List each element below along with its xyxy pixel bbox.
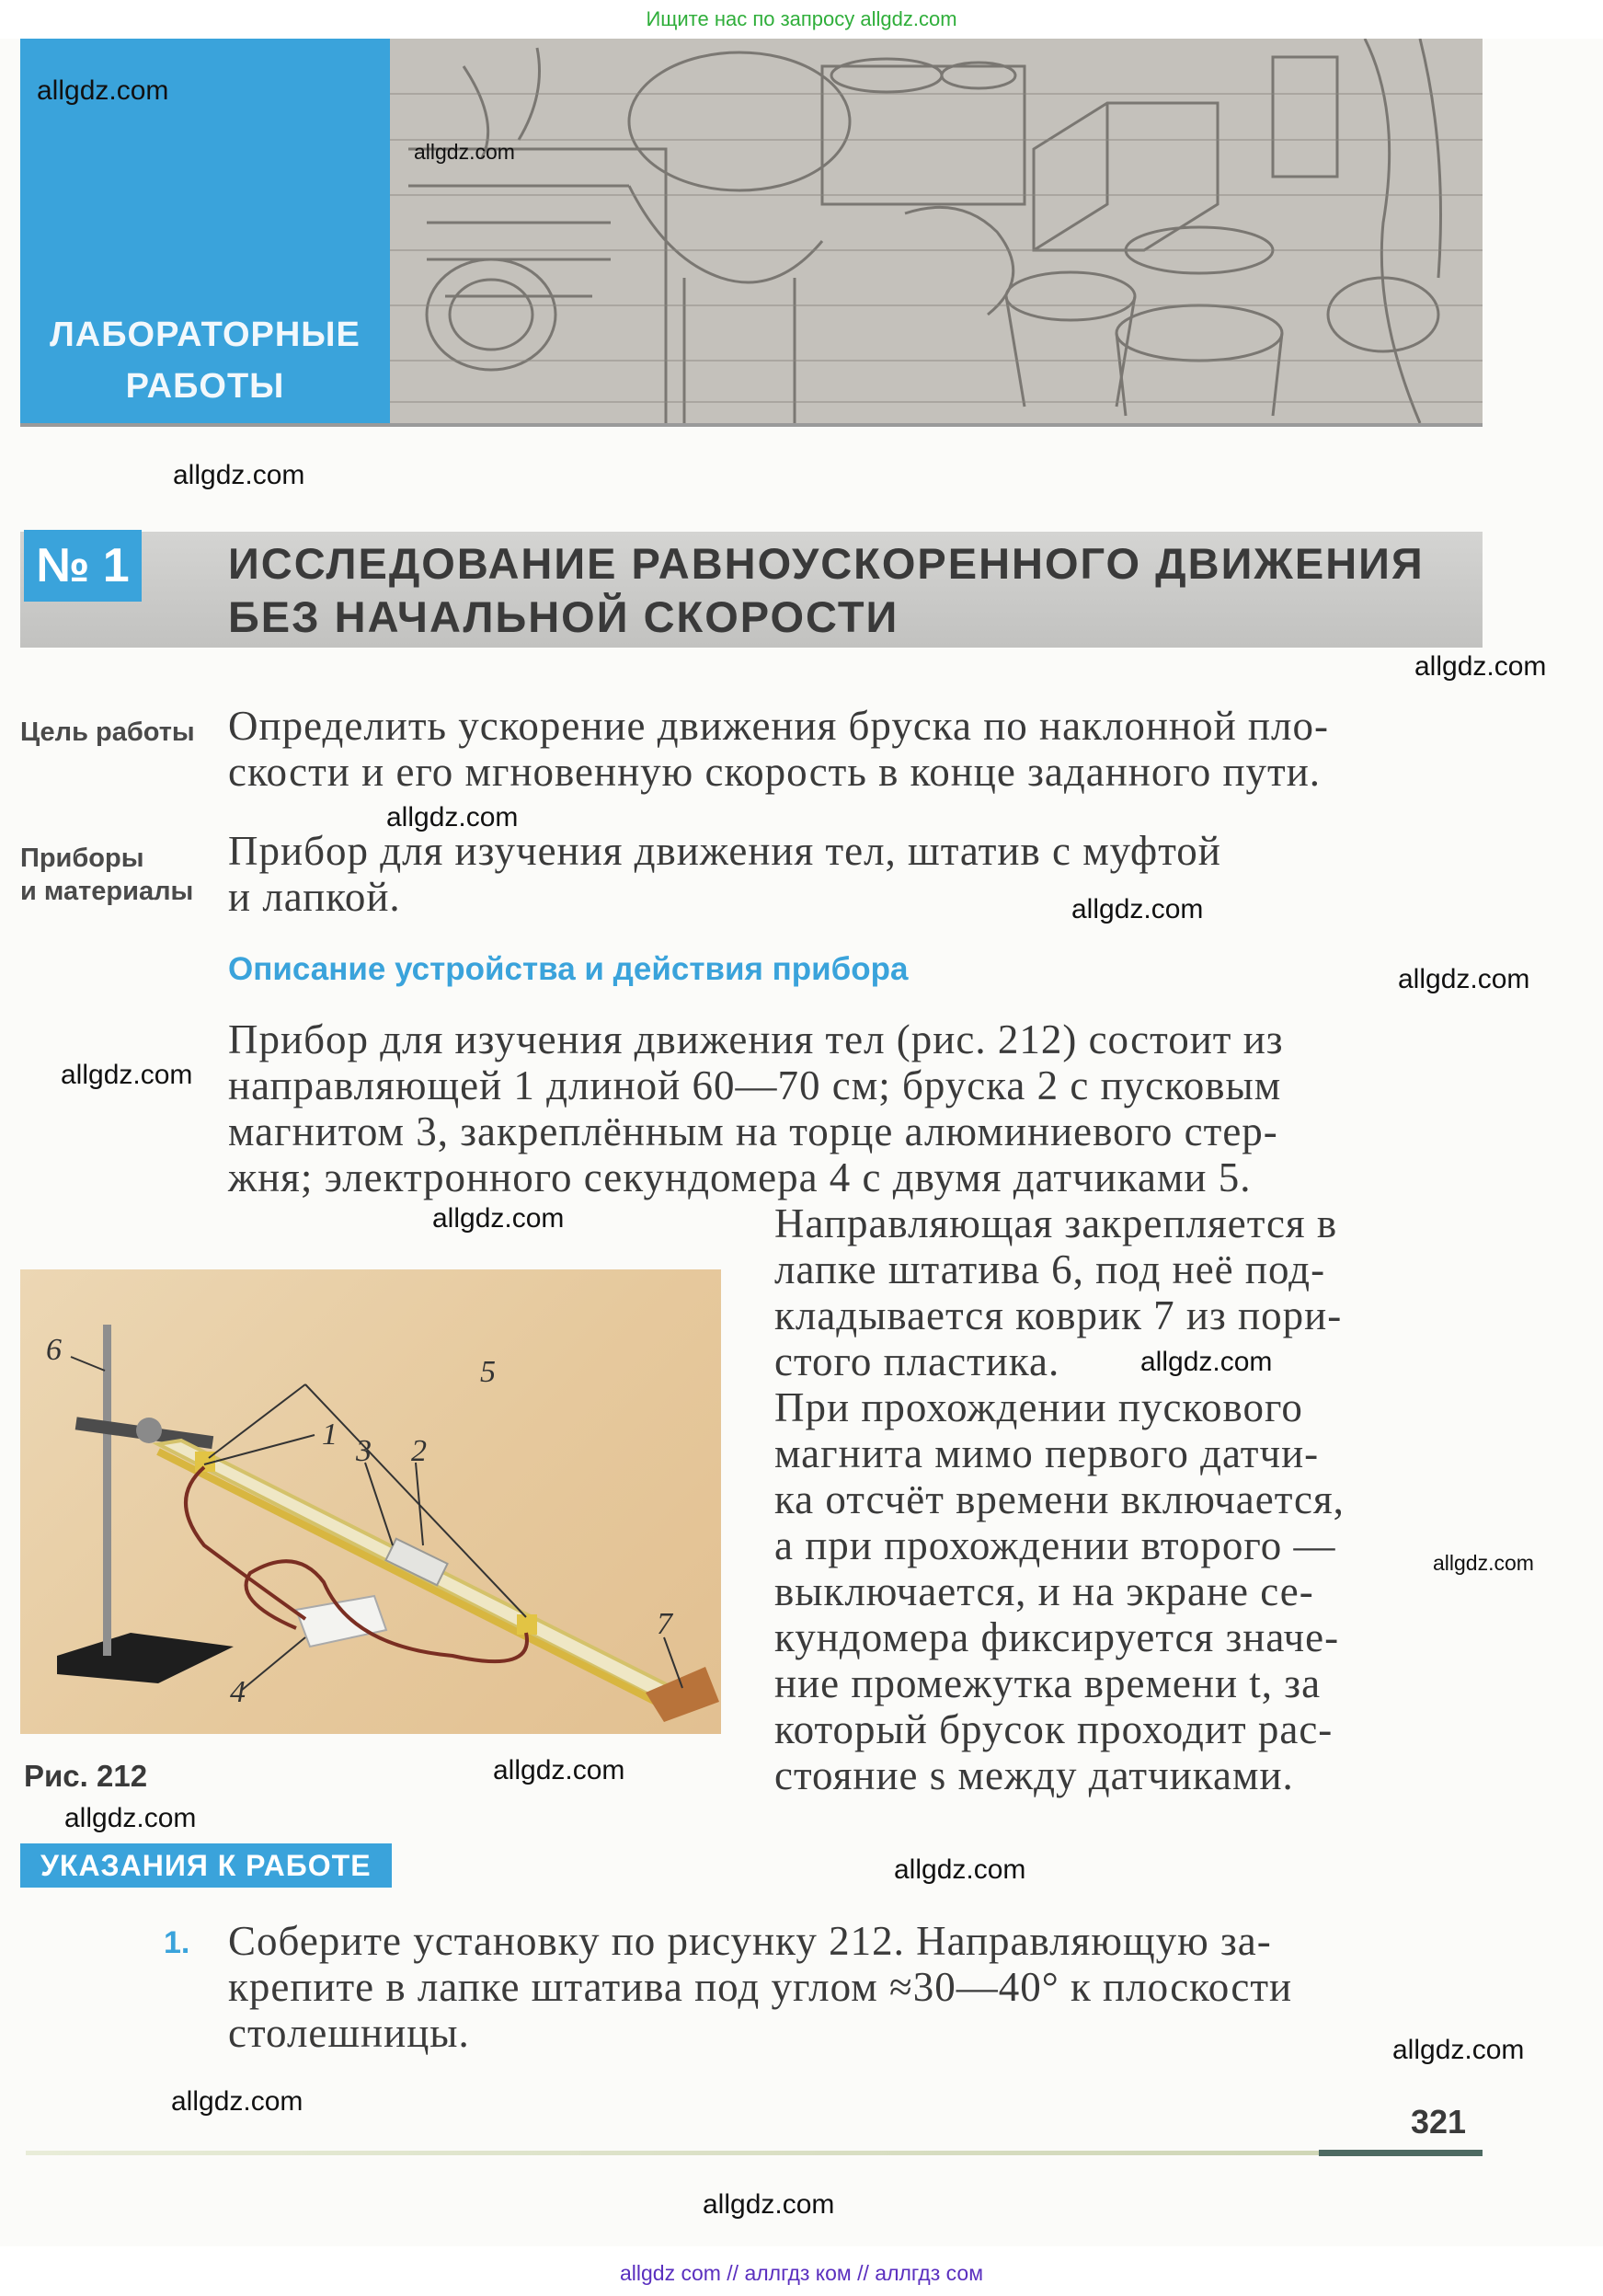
section-title <box>20 309 390 412</box>
watermark: allgdz.com <box>1433 1551 1534 1575</box>
description-side-line: выключается, и на экране се- <box>774 1568 1314 1614</box>
goal-label: Цель работы <box>20 718 195 747</box>
watermark: allgdz.com <box>1071 894 1204 924</box>
foam-mat <box>646 1667 719 1722</box>
stand-base <box>57 1633 234 1683</box>
description-side-line: Направляющая закрепляется в <box>774 1200 1338 1246</box>
section-title-line2: РАБОТЫ <box>125 367 285 406</box>
watermark: allgdz.com <box>1392 2035 1525 2065</box>
watermark: allgdz.com <box>61 1060 193 1090</box>
description-line: направляющей 1 длиной 60—70 см; бруска 2 с пусковым <box>228 1062 1282 1108</box>
watermark: allgdz.com <box>703 2189 835 2220</box>
description-heading: Описание устройства и действия прибора <box>228 951 909 987</box>
figure-label-5: 5 <box>480 1355 496 1389</box>
description-line: Прибор для изучения движения тел (рис. 212) состоит из <box>228 1016 1284 1062</box>
watermark: allgdz.com <box>64 1803 197 1833</box>
stand-rod <box>103 1325 111 1656</box>
footer-rule-accent <box>1319 2150 1483 2156</box>
goal-line: Определить ускорение движения бруска по наклонной пло- <box>228 703 1329 749</box>
lab-title-line2: БЕЗ НАЧАЛЬНОЙ СКОРОСТИ <box>228 592 899 641</box>
materials-text <box>228 828 1481 920</box>
materials-label-line2: и материалы <box>20 877 194 906</box>
materials-line: Прибор для изучения движения тел, штатив с муфтой <box>228 828 1221 874</box>
step-line: столешницы. <box>228 2010 470 2056</box>
figure-caption: Рис. 212 <box>24 1759 148 1793</box>
stopwatch <box>296 1596 386 1647</box>
watermark: allgdz.com <box>386 802 519 832</box>
lab-number-badge: № 1 <box>24 530 142 602</box>
engraving-art <box>390 39 1483 423</box>
step-text <box>228 1918 1481 2056</box>
watermark: allgdz.com <box>171 2086 303 2117</box>
figure-label-2: 2 <box>411 1434 427 1468</box>
figure-212-photo <box>20 1269 721 1734</box>
footer-rule <box>26 2151 1319 2155</box>
watermark: allgdz.com <box>894 1854 1026 1885</box>
description-side-column <box>774 1200 1481 1798</box>
goal-text <box>228 703 1481 795</box>
materials-line: и лапкой. <box>228 874 401 920</box>
watermark: allgdz.com <box>37 75 169 106</box>
description-side-line: ка отсчёт времени включается, <box>774 1476 1345 1522</box>
description-side-line: ние промежутка времени t, за <box>774 1660 1322 1706</box>
page-number: 321 <box>1411 2103 1467 2141</box>
materials-label <box>20 842 193 908</box>
step-line: Соберите установку по рисунку 212. Направляющую за- <box>228 1918 1272 1964</box>
step-number: 1. <box>164 1925 190 1960</box>
sensor-2 <box>517 1614 537 1635</box>
figure-label-6: 6 <box>46 1333 62 1367</box>
figure-label-3: 3 <box>356 1434 372 1468</box>
figure-label-1: 1 <box>322 1418 338 1452</box>
description-line: жня; электронного секундомера 4 с двумя датчиками 5. <box>228 1154 1252 1200</box>
watermark: allgdz.com <box>432 1203 565 1234</box>
header-engraving-illustration <box>390 39 1483 423</box>
apparatus-illustration <box>20 1269 721 1734</box>
description-side-line: магнита мимо первого датчи- <box>774 1430 1320 1476</box>
description-side-line: кладывается коврик 7 из пори- <box>774 1292 1343 1338</box>
site-banner: Ищите нас по запросу allgdz.com <box>646 7 957 30</box>
watermark: allgdz.com <box>173 460 305 490</box>
description-line: магнитом 3, закреплённым на торце алюминиевого стер- <box>228 1108 1278 1154</box>
watermark: allgdz.com <box>1398 964 1530 994</box>
description-full-width <box>228 1016 1481 1200</box>
watermark: allgdz.com <box>493 1755 625 1785</box>
section-title-line1: ЛАБОРАТОРНЫЕ <box>50 316 361 354</box>
materials-label-line1: Приборы <box>20 844 144 873</box>
figure-label-7: 7 <box>657 1607 672 1641</box>
description-side-line: а при прохождении второго — <box>774 1522 1336 1568</box>
clamp-screw <box>136 1418 162 1443</box>
step-line: крепите в лапке штатива под углом ≈30—40° к плоскости <box>228 1964 1293 2010</box>
description-side-line: стояние s между датчиками. <box>774 1752 1294 1798</box>
lab-title-line1: ИССЛЕДОВАНИЕ РАВНОУСКОРЕННОГО ДВИЖЕНИЯ <box>228 539 1425 588</box>
instructions-heading: УКАЗАНИЯ К РАБОТЕ <box>20 1843 392 1888</box>
watermark: allgdz.com <box>1414 651 1547 682</box>
description-side-line: который брусок проходит рас- <box>774 1706 1334 1752</box>
figure-label-4: 4 <box>230 1675 246 1709</box>
header-divider <box>20 423 1483 427</box>
goal-line: скости и его мгновенную скорость в конце заданного пути. <box>228 749 1322 795</box>
lab-title <box>228 537 1451 644</box>
description-side-line: При прохождении пускового <box>774 1384 1303 1430</box>
bottom-site-links[interactable]: allgdz com // аллгдз ком // аллгдз сом <box>619 2261 984 2285</box>
watermark: allgdz.com <box>414 140 515 164</box>
description-side-line: кундомера фиксируется значе- <box>774 1614 1340 1660</box>
description-side-line: лапке штатива 6, под неё под- <box>774 1246 1326 1292</box>
description-side-line: стого пластика. <box>774 1338 1060 1384</box>
watermark: allgdz.com <box>1140 1347 1273 1377</box>
